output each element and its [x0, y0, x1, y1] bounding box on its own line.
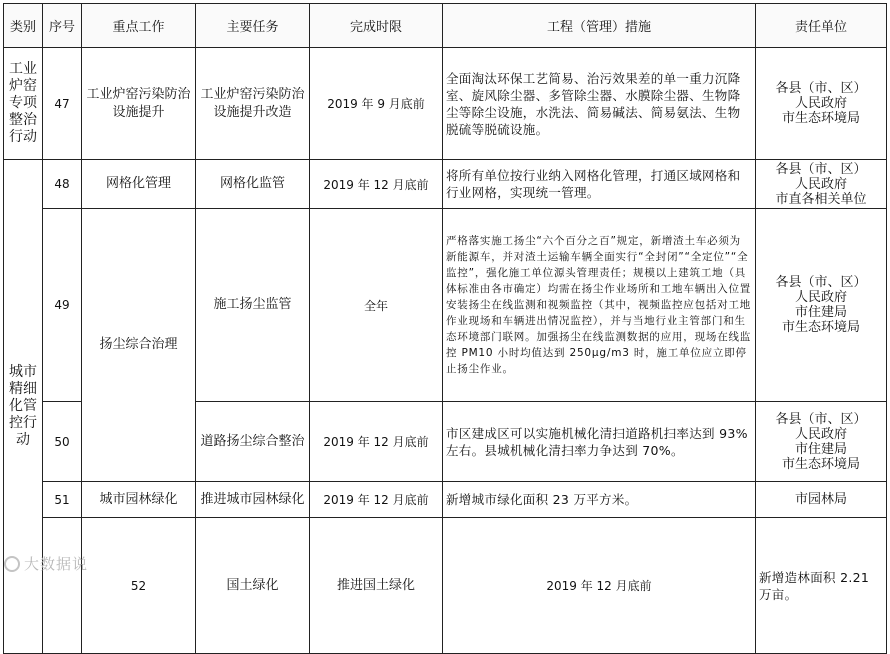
key-work-cell: 网格化管理: [82, 160, 196, 209]
unit-line: 市住建局: [794, 305, 847, 320]
key-work-cell: 城市园林绿化: [82, 482, 196, 518]
main-task-cell: 推进城市园林绿化: [196, 482, 310, 518]
key-work-cell: 扬尘综合治理: [82, 209, 196, 482]
measures-cell: 市区建成区可以实施机械化清扫道路机扫率达到 93%左右。县城机械化清扫率力争达到 70%。: [443, 402, 756, 482]
number-cell: 50: [43, 402, 82, 482]
main-task-cell: 网格化监管: [196, 160, 310, 209]
category-cell: 工业炉窑专项整治行动: [4, 48, 43, 160]
number-cell: 47: [43, 48, 82, 160]
unit-line: 人民政府: [794, 290, 847, 305]
unit-line: 市园林局: [794, 492, 847, 507]
table-row: [4, 482, 887, 518]
deadline-cell: 2019 年 9 月底前: [310, 48, 443, 160]
unit-cell: [756, 209, 887, 402]
header-deadline: 完成时限: [310, 4, 443, 48]
unit-line: 各县（市、区）: [775, 275, 867, 290]
unit-line: 各县（市、区）: [775, 161, 867, 177]
header-category: 类别: [4, 4, 43, 48]
header-measures: 工程（管理）措施: [443, 4, 756, 48]
unit-cell: [756, 482, 887, 518]
unit-line: 市生态环境局: [781, 456, 860, 472]
unit-line: 人民政府: [794, 96, 847, 111]
category-cell: [43, 518, 82, 654]
main-task-cell: 道路扬尘综合整治: [196, 402, 310, 482]
measures-cell: 全面淘汰环保工艺简易、治污效果差的单一重力沉降室、旋风除尘器、多管除尘器、水膜除尘器、生物降尘等除尘设施，水洗法、简易碱法、简易氨法、生物脱硫等脱硫设施。: [443, 48, 756, 160]
header-main-task: 主要任务: [196, 4, 310, 48]
policy-table: [3, 3, 887, 654]
unit-line: 各县（市、区）: [775, 81, 867, 96]
measures-cell: 新增造林面积 2.21 万亩。: [756, 518, 887, 654]
header-row: [4, 4, 887, 48]
unit-cell: [756, 48, 887, 160]
unit-line: 各县（市、区）: [775, 411, 867, 427]
measures-cell: 严格落实施工扬尘“六个百分之百”规定，新增渣土车必须为新能源车，并对渣土运输车辆全面实行“全封闭”“全定位”“全监控”，强化施工单位源头管理责任；规模以上建筑工地（具体标准由各市确定）均需在扬尘作业场所和工地车辆出入位置安装扬尘在线监测和视频监控（其中，视频监控应包括对工地作业现场和车辆进出情况监控），并与当地行业主管部门和生态环境部门联网。加强扬尘在线监测数据的应用，现场在线监控 PM10 小时均值达到 250μg/m3 时，施工单位应立即停止扬尘作业。: [443, 209, 756, 402]
deadline-cell: 2019 年 12 月底前: [310, 402, 443, 482]
table-row: [4, 209, 887, 402]
number-cell: 49: [43, 209, 82, 402]
measures-cell: 新增城市绿化面积 23 万平方米。: [443, 482, 756, 518]
unit-line: 人民政府: [794, 176, 847, 192]
main-task-cell: 工业炉窑污染防治设施提升改造: [196, 48, 310, 160]
header-unit: 责任单位: [756, 4, 887, 48]
table-row: [4, 160, 887, 209]
unit-line: 市住建局: [794, 441, 847, 457]
unit-line: 市生态环境局: [781, 320, 860, 335]
number-cell: 48: [43, 160, 82, 209]
unit-line: 人民政府: [794, 426, 847, 442]
unit-line: 市生态环境局: [781, 111, 860, 126]
main-task-cell: 推进国土绿化: [310, 518, 443, 654]
unit-cell: [756, 402, 887, 482]
watermark-logo-icon: [4, 556, 20, 572]
unit-cell: [756, 160, 887, 209]
measures-cell: 将所有单位按行业纳入网格化管理，打通区域网格和行业网格，实现统一管理。: [443, 160, 756, 209]
number-cell: 52: [82, 518, 196, 654]
main-task-cell: 施工扬尘监管: [196, 209, 310, 402]
number-cell: 51: [43, 482, 82, 518]
table-row: [4, 48, 887, 160]
watermark: [4, 553, 88, 574]
watermark-text: 大数据说: [24, 555, 89, 573]
key-work-cell: 工业炉窑污染防治设施提升: [82, 48, 196, 160]
category-cell: 城市精细化管控行动: [4, 160, 43, 654]
header-number: 序号: [43, 4, 82, 48]
deadline-cell: 2019 年 12 月底前: [310, 482, 443, 518]
unit-line: 市直各相关单位: [775, 191, 867, 207]
header-key-work: 重点工作: [82, 4, 196, 48]
key-work-cell: 国土绿化: [196, 518, 310, 654]
deadline-cell: 2019 年 12 月底前: [443, 518, 756, 654]
deadline-cell: 全年: [310, 209, 443, 402]
table-row: [4, 518, 887, 654]
deadline-cell: 2019 年 12 月底前: [310, 160, 443, 209]
